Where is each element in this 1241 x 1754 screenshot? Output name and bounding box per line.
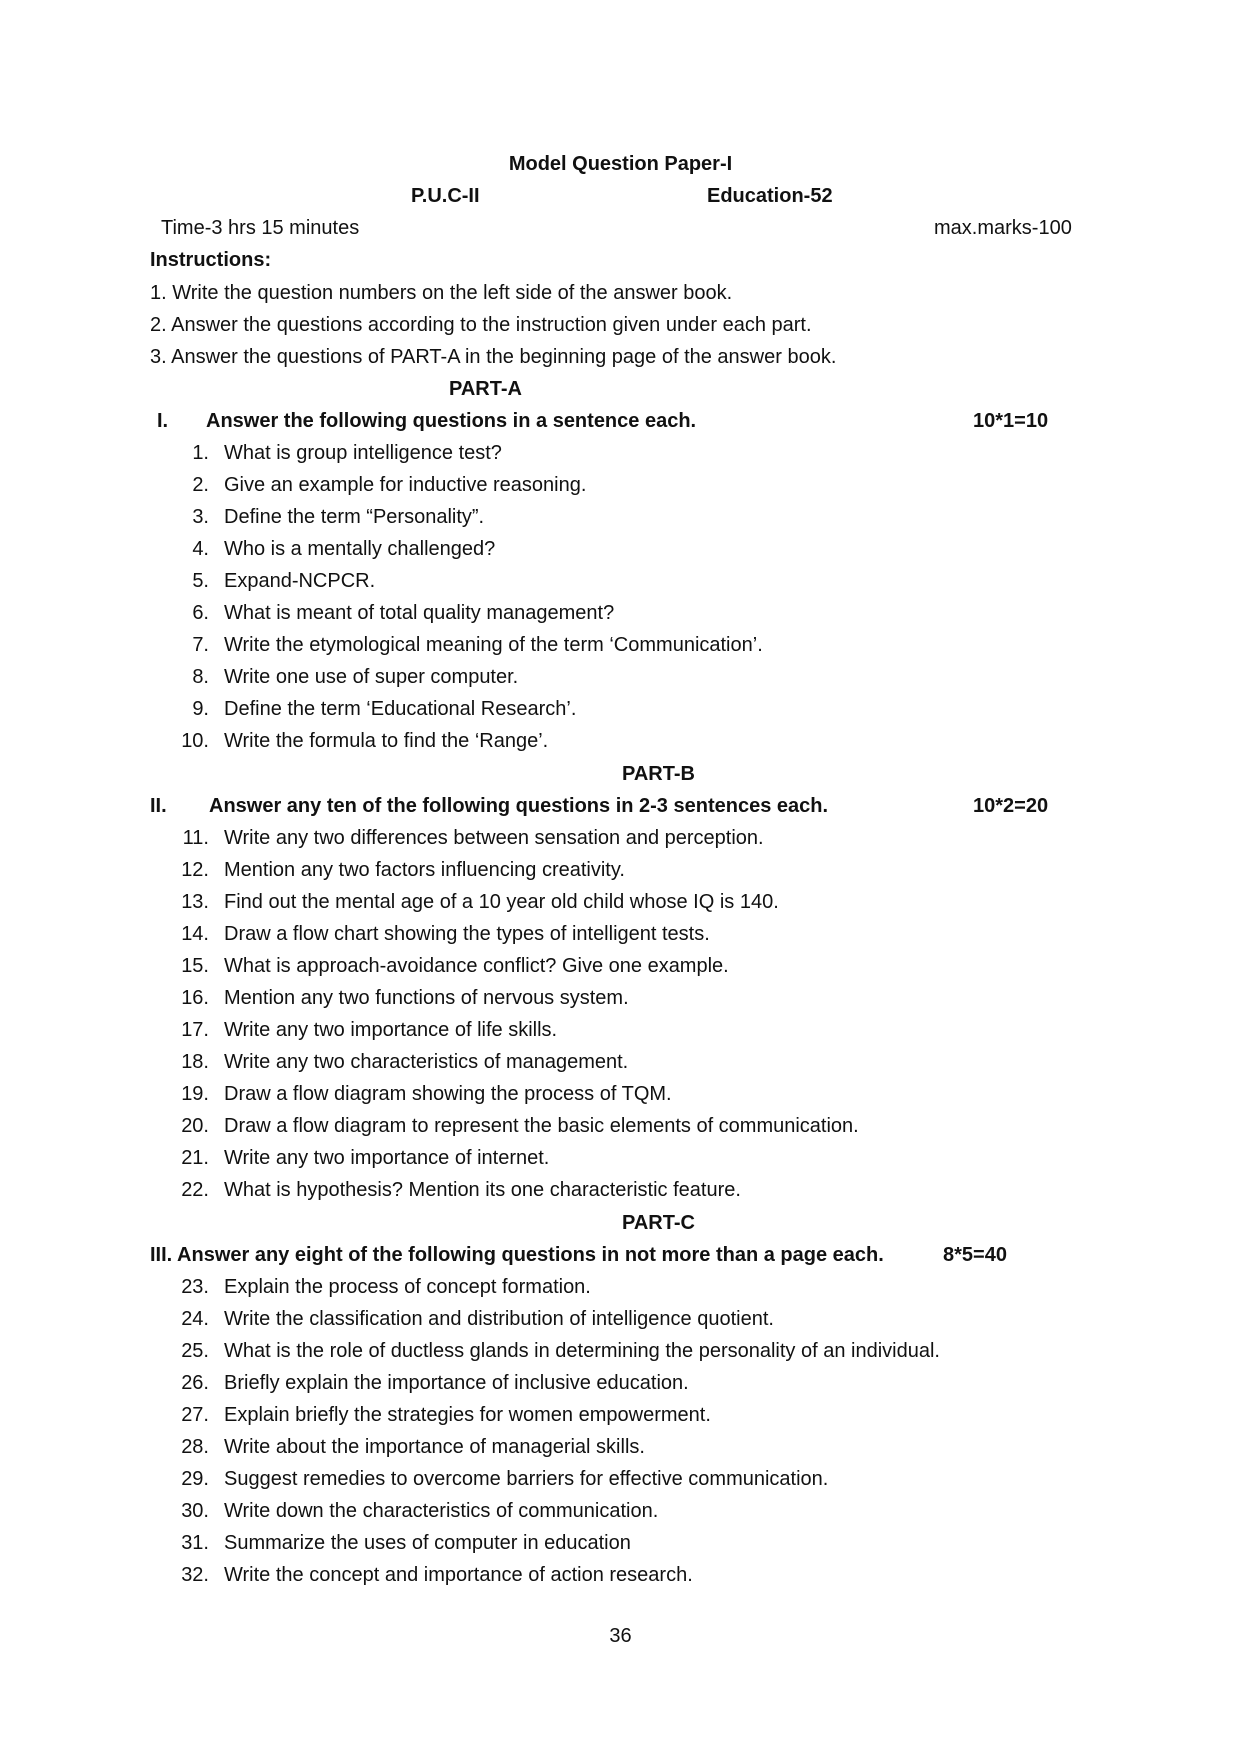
question-number: 26. [181, 1372, 209, 1394]
question-number: 20. [181, 1115, 209, 1137]
question-number: 12. [181, 859, 209, 881]
question-text: Write any two characteristics of management. [224, 1051, 629, 1073]
question-text: Define the term “Personality”. [224, 506, 485, 528]
question-number: 14. [181, 923, 209, 945]
question-text: Explain the process of concept formation. [224, 1276, 591, 1298]
part-a-marks: 10*1=10 [973, 410, 1049, 432]
question-number: 2. [192, 474, 209, 496]
question-text: Draw a flow chart showing the types of intelligent tests. [224, 923, 710, 945]
question-number: 32. [181, 1564, 209, 1586]
question-number: 18. [181, 1051, 209, 1073]
question-number: 17. [181, 1019, 209, 1041]
question-number: 27. [181, 1404, 209, 1426]
question-number: 29. [181, 1468, 209, 1490]
question-text: Write down the characteristics of communication. [224, 1500, 659, 1522]
question-text: Write the classification and distribution of intelligence quotient. [224, 1308, 774, 1330]
question-text: Mention any two functions of nervous system. [224, 987, 629, 1009]
part-b-heading: PART-B [622, 763, 695, 785]
part-c-instruction: III. Answer any eight of the following questions in not more than a page each. [150, 1244, 884, 1266]
max-marks-label: max.marks-100 [934, 217, 1072, 239]
question-text: Write any two differences between sensation and perception. [224, 827, 764, 849]
question-text: Summarize the uses of computer in education [224, 1532, 631, 1554]
question-text: Give an example for inductive reasoning. [224, 474, 587, 496]
question-text: Find out the mental age of a 10 year old child whose IQ is 140. [224, 891, 779, 913]
question-text: What is the role of ductless glands in determining the personality of an individual. [224, 1340, 940, 1362]
question-text: Write any two importance of life skills. [224, 1019, 558, 1041]
question-text: Mention any two factors influencing creativity. [224, 859, 625, 881]
question-number: 25. [181, 1340, 209, 1362]
instructions-heading: Instructions: [150, 249, 272, 271]
question-number: 30. [181, 1500, 209, 1522]
question-number: 6. [192, 602, 209, 624]
question-number: 5. [192, 570, 209, 592]
part-c-marks: 8*5=40 [943, 1244, 1007, 1266]
part-b-marks: 10*2=20 [973, 795, 1049, 817]
instruction-item: 2. Answer the questions according to the instruction given under each part. [150, 314, 812, 336]
subject-label: Education-52 [707, 185, 833, 207]
question-text: Write the concept and importance of action research. [224, 1564, 693, 1586]
question-number: 28. [181, 1436, 209, 1458]
question-number: 15. [181, 955, 209, 977]
question-number: 1. [192, 442, 209, 464]
question-text: Write about the importance of managerial skills. [224, 1436, 645, 1458]
question-text: Define the term ‘Educational Research’. [224, 698, 577, 720]
question-number: 31. [181, 1532, 209, 1554]
question-text: Write any two importance of internet. [224, 1147, 550, 1169]
part-a-instruction: Answer the following questions in a sentence each. [206, 410, 697, 432]
question-number: 24. [181, 1308, 209, 1330]
page-number: 36 [609, 1625, 632, 1647]
question-text: Write the formula to find the ‘Range’. [224, 730, 549, 752]
question-number: 23. [181, 1276, 209, 1298]
question-number: 22. [181, 1179, 209, 1201]
question-number: 8. [192, 666, 209, 688]
class-label: P.U.C-II [411, 185, 480, 207]
question-text: Briefly explain the importance of inclusive education. [224, 1372, 689, 1394]
part-a-roman: I. [157, 410, 169, 432]
question-number: 16. [181, 987, 209, 1009]
question-text: Who is a mentally challenged? [224, 538, 496, 560]
part-b-instruction: Answer any ten of the following questions in 2-3 sentences each. [209, 795, 829, 817]
instruction-item: 3. Answer the questions of PART-A in the beginning page of the answer book. [150, 346, 837, 368]
question-text: Expand-NCPCR. [224, 570, 376, 592]
question-number: 13. [181, 891, 209, 913]
instruction-item: 1. Write the question numbers on the left side of the answer book. [150, 282, 733, 304]
question-text: Draw a flow diagram showing the process of TQM. [224, 1083, 672, 1105]
part-a-heading: PART-A [449, 378, 522, 400]
question-number: 9. [192, 698, 209, 720]
paper-title: Model Question Paper-I [508, 153, 733, 175]
question-text: Suggest remedies to overcome barriers for effective communication. [224, 1468, 829, 1490]
question-text: What is hypothesis? Mention its one characteristic feature. [224, 1179, 741, 1201]
question-text: What is group intelligence test? [224, 442, 502, 464]
part-b-roman: II. [150, 795, 167, 817]
question-text: What is meant of total quality management? [224, 602, 615, 624]
question-text: Write one use of super computer. [224, 666, 519, 688]
question-number: 4. [192, 538, 209, 560]
time-label: Time-3 hrs 15 minutes [161, 217, 360, 239]
question-number: 3. [192, 506, 209, 528]
question-number: 11. [182, 827, 209, 849]
question-text: Write the etymological meaning of the term ‘Communication’. [224, 634, 763, 656]
question-text: Draw a flow diagram to represent the basic elements of communication. [224, 1115, 859, 1137]
question-text: What is approach-avoidance conflict? Give one example. [224, 955, 729, 977]
part-c-heading: PART-C [622, 1212, 695, 1234]
question-number: 7. [192, 634, 209, 656]
question-number: 21. [181, 1147, 209, 1169]
question-number: 10. [181, 730, 209, 752]
question-text: Explain briefly the strategies for women empowerment. [224, 1404, 711, 1426]
question-number: 19. [181, 1083, 209, 1105]
